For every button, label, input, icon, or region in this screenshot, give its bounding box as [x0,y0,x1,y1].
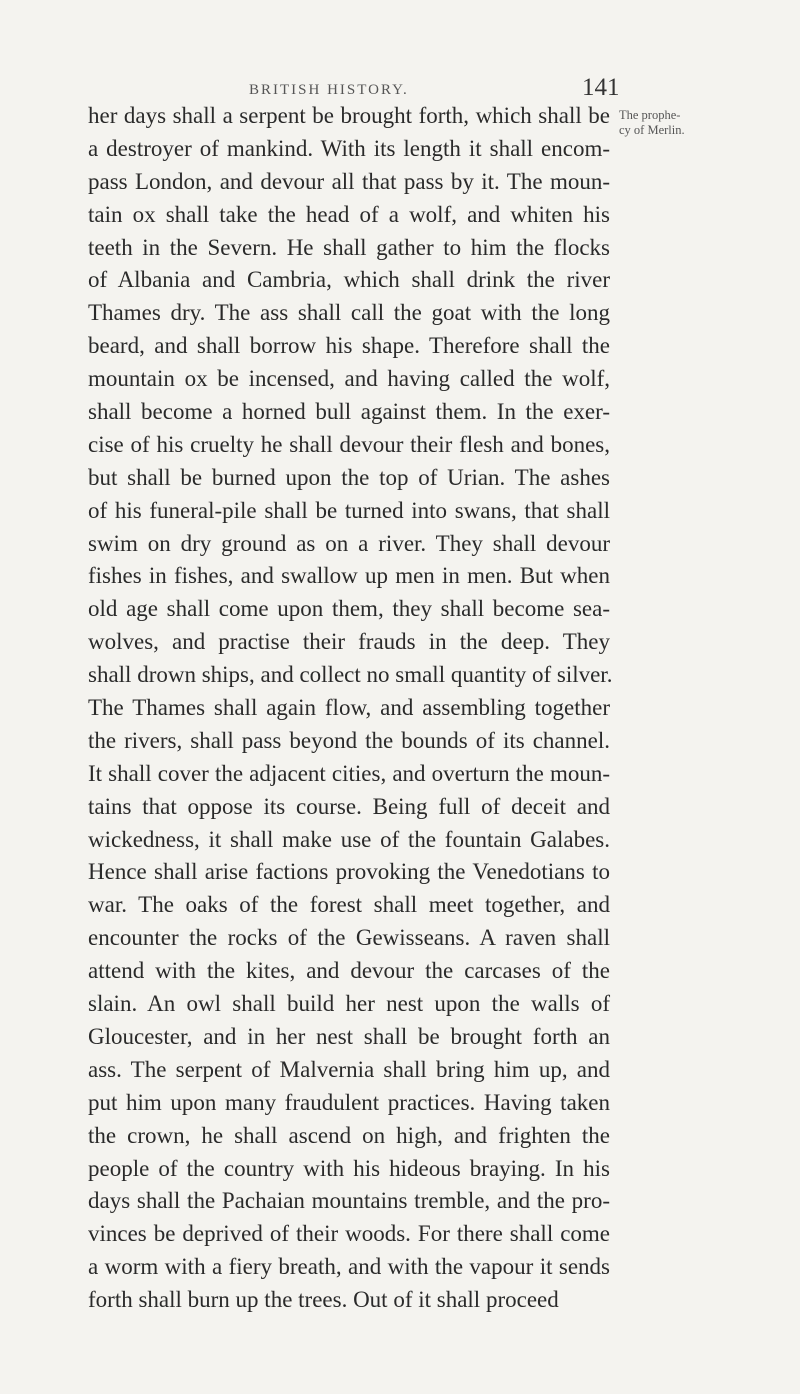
text-line: vinces be deprived of their woods. For there shall come [88,1221,610,1247]
text-line: attend with the kites, and devour the carcases of the [88,958,610,984]
text-line: pass London, and devour all that pass by it. The moun- [88,168,610,194]
text-line: Gloucester, and in her nest shall be brought forth an [88,1023,610,1049]
text-line: of his funeral-pile shall be turned into swans, that shall [88,497,610,523]
text-line: Thames dry. The ass shall call the goat with the long [88,300,610,326]
text-line: days shall the Pachaian mountains tremble, and the pro- [88,1188,610,1214]
text-line: teeth in the Severn. He shall gather to him the flocks [88,234,610,260]
text-line: war. The oaks of the forest shall meet together, and [88,892,610,918]
text-line: the rivers, shall pass beyond the bounds of its channel. [88,727,610,753]
text-line: put him upon many fraudulent practices. Having taken [88,1089,610,1115]
text-line: forth shall burn up the trees. Out of it shall proceed [88,1287,559,1313]
margin-note-line: The prophe- [619,108,681,122]
text-line: a destroyer of mankind. With its length it shall encom- [88,135,610,161]
margin-note [619,108,739,138]
text-line: tains that oppose its course. Being full of deceit and [88,793,610,819]
body-text [88,100,613,1317]
text-line: but shall be burned upon the top of Urian. The ashes [88,464,610,490]
running-head: BRITISH HISTORY. [249,82,409,98]
text-line: ass. The serpent of Malvernia shall bring him up, and [88,1056,610,1082]
text-line: slain. An owl shall build her nest upon the walls of [88,991,610,1017]
text-line: old age shall come upon them, they shall become sea- [88,596,610,622]
text-line: wolves, and practise their frauds in the deep. They [88,629,610,655]
text-line: beard, and shall borrow his shape. Therefore shall the [88,333,610,359]
text-line: cise of his cruelty he shall devour their flesh and bones, [88,431,610,457]
text-line: shall become a horned bull against them. In the exer- [88,399,610,425]
margin-note-line: cy of Merlin. [619,123,685,137]
text-line: It shall cover the adjacent cities, and overturn the moun- [88,760,610,786]
text-line: the crown, he shall ascend on high, and frighten the [88,1122,610,1148]
text-line: her days shall a serpent be brought forth, which shall be [88,103,610,128]
text-line: tain ox shall take the head of a wolf, and whiten his [88,201,610,227]
text-line: shall drown ships, and collect no small quantity of silver. [88,662,613,688]
text-line: a worm with a fiery breath, and with the vapour it sends [88,1254,610,1280]
text-line: The Thames shall again flow, and assembling together [88,695,610,721]
text-line: encounter the rocks of the Gewisseans. A raven shall [88,925,610,951]
text-line: mountain ox be incensed, and having called the wolf, [88,366,610,392]
text-line: fishes in fishes, and swallow up men in men. But when [88,563,610,589]
page-number: 141 [582,74,620,101]
text-line: swim on dry ground as on a river. They shall devour [88,530,610,556]
text-line: people of the country with his hideous braying. In his [88,1155,610,1181]
text-line: of Albania and Cambria, which shall drink the river [88,267,610,293]
text-line: wickedness, it shall make use of the fountain Galabes. [88,826,610,852]
text-line: Hence shall arise factions provoking the Venedotians to [88,859,610,885]
